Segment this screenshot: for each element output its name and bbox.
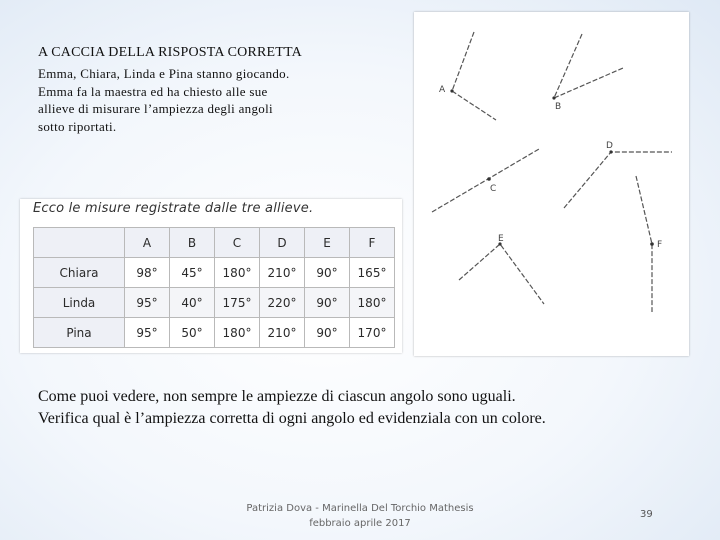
table-cell: 45° bbox=[170, 258, 215, 288]
student-name: Linda bbox=[34, 288, 125, 318]
angle-label-b: B bbox=[555, 102, 562, 112]
question-text bbox=[38, 386, 698, 430]
angle-c-shape bbox=[432, 149, 539, 212]
intro-line: sotto riportati. bbox=[38, 118, 117, 134]
table-row bbox=[34, 288, 395, 318]
angle-label-f: F bbox=[657, 240, 663, 250]
angle-label-d: D bbox=[606, 141, 613, 151]
column-header: E bbox=[305, 228, 350, 258]
page-number: 39 bbox=[640, 509, 653, 520]
table-cell: 165° bbox=[350, 258, 395, 288]
table-cell: 90° bbox=[305, 258, 350, 288]
question-line: Come puoi vedere, non sempre le ampiezze di ciascun angolo sono uguali. bbox=[38, 388, 516, 405]
angle-a-shape bbox=[452, 32, 496, 120]
column-header: D bbox=[260, 228, 305, 258]
slide-title: A CACCIA DELLA RISPOSTA CORRETTA bbox=[38, 45, 302, 60]
table-cell: 90° bbox=[305, 318, 350, 348]
student-name: Pina bbox=[34, 318, 125, 348]
table-cell: 40° bbox=[170, 288, 215, 318]
angles-drawing bbox=[414, 12, 689, 356]
angle-f-shape bbox=[636, 176, 652, 312]
table-corner-cell bbox=[34, 228, 125, 258]
intro-text bbox=[38, 65, 368, 135]
table-cell: 50° bbox=[170, 318, 215, 348]
angle-label-a: A bbox=[439, 85, 446, 95]
table-header-row bbox=[34, 228, 395, 258]
column-header: C bbox=[215, 228, 260, 258]
column-header: F bbox=[350, 228, 395, 258]
table-cell: 180° bbox=[215, 318, 260, 348]
angle-d-shape bbox=[564, 152, 672, 208]
angle-b-shape bbox=[554, 34, 623, 98]
table-cell: 210° bbox=[260, 318, 305, 348]
footer-credits bbox=[230, 501, 490, 531]
student-name: Chiara bbox=[34, 258, 125, 288]
table-cell: 220° bbox=[260, 288, 305, 318]
table-cell: 175° bbox=[215, 288, 260, 318]
table-cell: 95° bbox=[125, 318, 170, 348]
table-row bbox=[34, 258, 395, 288]
question-line: Verifica qual è l’ampiezza corretta di ogni angolo ed evidenziala con un colore. bbox=[38, 410, 546, 427]
table-caption: Ecco le misure registrate dalle tre allieve. bbox=[33, 201, 314, 216]
table-row bbox=[34, 318, 395, 348]
angle-label-c: C bbox=[490, 184, 497, 194]
vertex-points bbox=[450, 89, 653, 245]
measurements-table bbox=[33, 227, 395, 348]
measurements-card bbox=[20, 199, 402, 353]
table-cell: 90° bbox=[305, 288, 350, 318]
angles-figure bbox=[414, 12, 689, 356]
table-cell: 98° bbox=[125, 258, 170, 288]
table-cell: 95° bbox=[125, 288, 170, 318]
intro-line: Emma, Chiara, Linda e Pina stanno giocando. bbox=[38, 66, 290, 81]
column-header: A bbox=[125, 228, 170, 258]
angle-label-e: E bbox=[498, 234, 504, 244]
footer-line: Patrizia Dova - Marinella Del Torchio Mathesis bbox=[246, 503, 474, 514]
table-cell: 210° bbox=[260, 258, 305, 288]
footer-line: febbraio aprile 2017 bbox=[309, 518, 411, 529]
angle-e-shape bbox=[459, 244, 544, 304]
intro-line: allieve di misurare l’ampiezza degli angoli bbox=[38, 101, 273, 116]
column-header: B bbox=[170, 228, 215, 258]
table-cell: 180° bbox=[215, 258, 260, 288]
table-cell: 170° bbox=[350, 318, 395, 348]
table-cell: 180° bbox=[350, 288, 395, 318]
intro-line: Emma fa la maestra ed ha chiesto alle sue bbox=[38, 83, 268, 99]
